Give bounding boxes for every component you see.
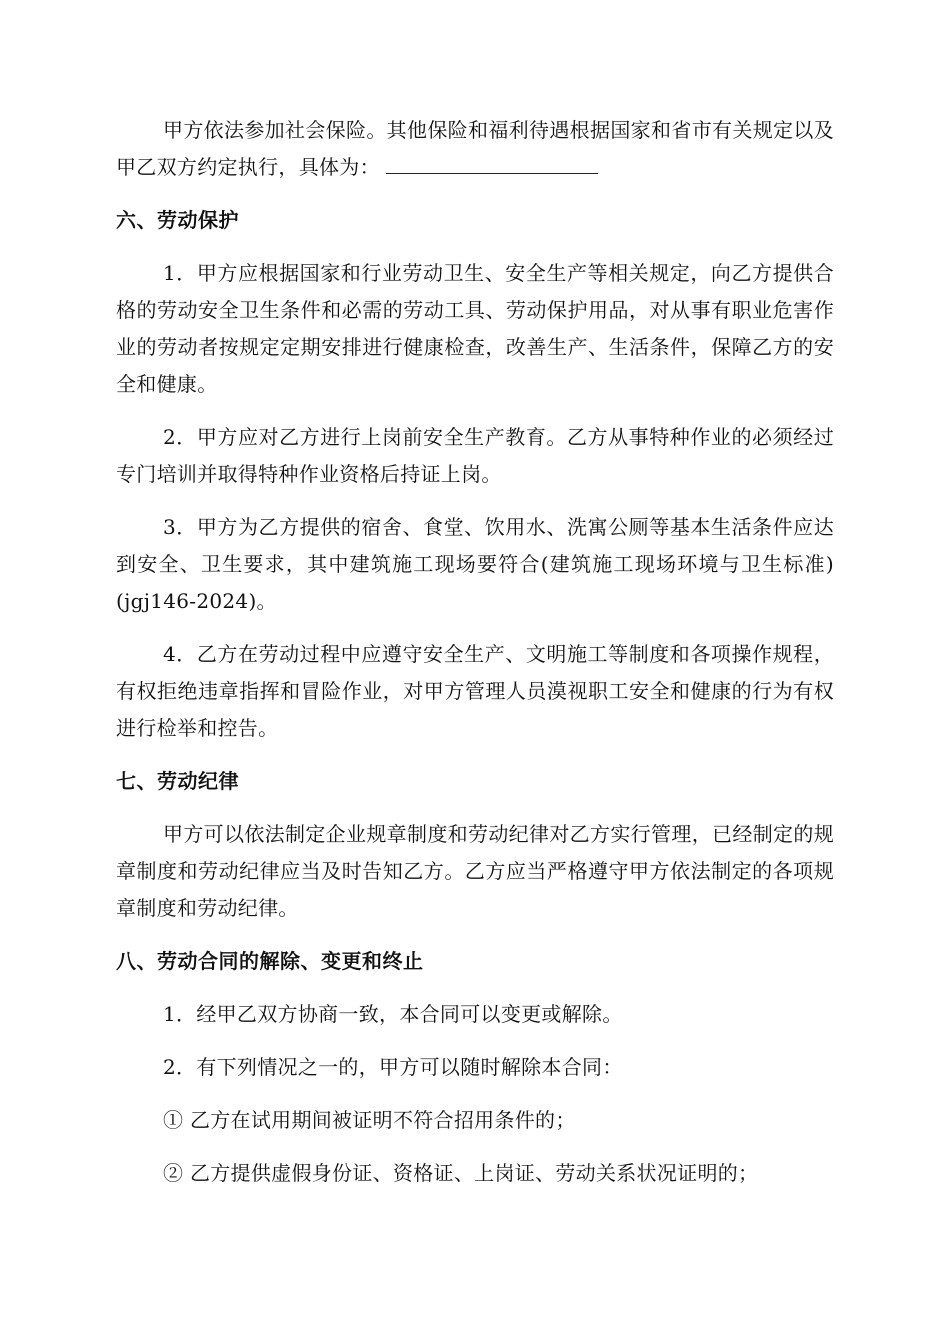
fill-in-blank-line	[386, 153, 598, 174]
social-insurance-paragraph	[116, 112, 834, 186]
section-8-heading: 八、劳动合同的解除、变更和终止	[116, 949, 424, 973]
section-8-clause-1: 1．经甲乙双方协商一致，本合同可以变更或解除。	[163, 1002, 623, 1026]
section-8-subclause-1: ① 乙方在试用期间被证明不符合招用条件的；	[163, 1108, 576, 1132]
section-6-clause-3: 3．甲方为乙方提供的宿舍、食堂、饮用水、洗寓公厕等基本生活条件应达到安全、卫生要求，其中建筑施工现场要符合(建筑施工现场环境与卫生标准)(jgj146-2024)。	[116, 515, 834, 613]
social-insurance-text: 甲方依法参加社会保险。其他保险和福利待遇根据国家和省市有关规定以及甲乙双方约定执行，具体为：	[116, 118, 834, 179]
section-6-heading: 六、劳动保护	[116, 208, 239, 232]
section-7-paragraph: 甲方可以依法制定企业规章制度和劳动纪律对乙方实行管理，已经制定的规章制度和劳动纪律应当及时告知乙方。乙方应当严格遵守甲方依法制定的各项规章制度和劳动纪律。	[116, 822, 834, 920]
section-8-clause-2: 2．有下列情况之一的，甲方可以随时解除本合同：	[163, 1055, 623, 1079]
section-8-subclause-2: ② 乙方提供虚假身份证、资格证、上岗证、劳动关系状况证明的；	[163, 1161, 759, 1185]
document-body	[116, 112, 834, 1208]
section-6-clause-1: 1．甲方应根据国家和行业劳动卫生、安全生产等相关规定，向乙方提供合格的劳动安全卫生条件和必需的劳动工具、劳动保护用品，对从事有职业危害作业的劳动者按规定定期安排进行健康检查，改善生产、生活条件，保障乙方的安全和健康。	[116, 261, 834, 396]
section-6-clause-4: 4．乙方在劳动过程中应遵守安全生产、文明施工等制度和各项操作规程，有权拒绝违章指挥和冒险作业，对甲方管理人员漠视职工安全和健康的行为有权进行检举和控告。	[116, 642, 834, 740]
section-7-heading: 七、劳动纪律	[116, 769, 239, 793]
section-6-clause-2: 2．甲方应对乙方进行上岗前安全生产教育。乙方从事特种作业的必须经过专门培训并取得特种作业资格后持证上岗。	[116, 425, 834, 486]
